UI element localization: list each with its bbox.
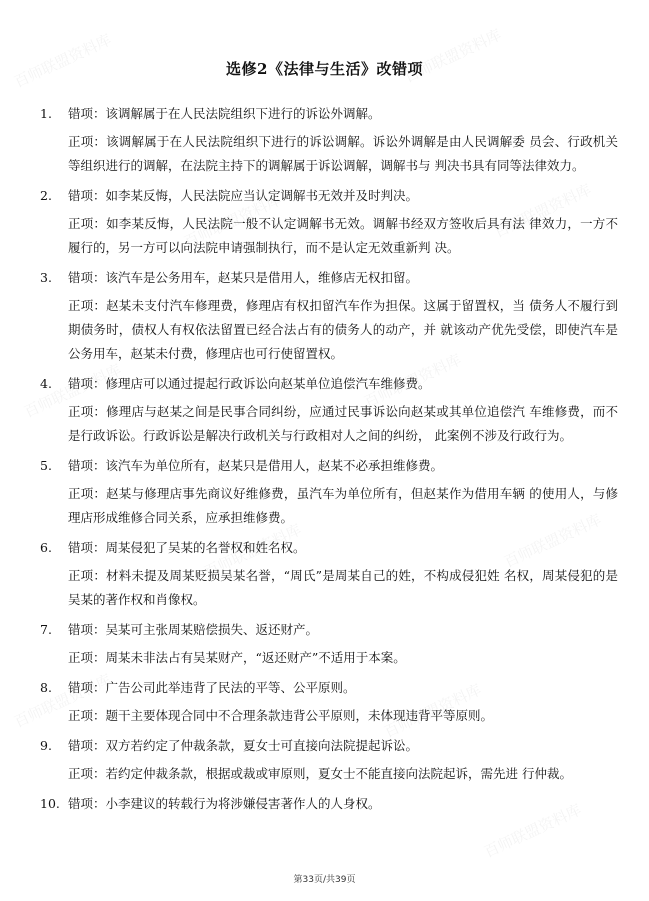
error-statement: 错项：小李建议的转载行为将涉嫌侵害著作人的人身权。 <box>68 796 381 811</box>
correction-statement: 正项：材料未提及周某贬损吴某名誉，“周氏”是周某自己的姓，不构成侵犯姓 名权，周某侵犯的是吴某的著作权和肖像权。 <box>68 568 618 607</box>
page-title: 选修2《法律与生活》改错项 <box>226 60 423 78</box>
item-number: 9. <box>40 738 52 753</box>
error-statement: 错项：双方若约定了仲裁条款，夏女士可直接向法院提起诉讼。 <box>68 738 419 753</box>
item-number: 5. <box>40 458 52 473</box>
correction-statement: 正项：如李某反悔，人民法院一般不认定调解书无效。调解书经双方签收后具有法 律效力，一方不履行的，另一方可以向法院申请强制执行，而不是认定无效重新判 决。 <box>68 216 618 255</box>
list-item <box>40 373 618 448</box>
error-statement: 错项：广告公司此举违背了民法的平等、公平原则。 <box>68 680 356 695</box>
correction-statement: 正项：该调解属于在人民法院组织下进行的诉讼调解。诉讼外调解是由人民调解委 员会、行政机关等组织进行的调解，在法院主持下的调解属于诉讼调解，调解书与 判决书具有同等法律效力。 <box>68 134 618 173</box>
list-item <box>40 455 618 530</box>
error-list <box>40 103 618 822</box>
list-item <box>40 537 618 612</box>
item-number: 10. <box>40 796 60 811</box>
list-item <box>40 267 618 366</box>
item-number: 3. <box>40 270 52 285</box>
list-item <box>40 619 618 670</box>
error-statement: 错项：该汽车为单位所有，赵某只是借用人，赵某不必承担维修费。 <box>68 458 444 473</box>
error-statement: 错项：修理店可以通过提起行政诉讼向赵某单位追偿汽车维修费。 <box>68 376 431 391</box>
item-number: 2. <box>40 188 52 203</box>
list-item <box>40 103 618 178</box>
error-statement: 错项：周某侵犯了吴某的名誉权和姓名权。 <box>68 540 306 555</box>
list-item <box>40 677 618 728</box>
error-statement: 错项：该汽车是公务用车，赵某只是借用人，维修店无权扣留。 <box>68 270 419 285</box>
correction-statement: 正项：题干主要体现合同中不合理条款违背公平原则，未体现违背平等原则。 <box>68 708 494 723</box>
item-number: 4. <box>40 376 52 391</box>
error-statement: 错项：如李某反悔，人民法院应当认定调解书无效并及时判决。 <box>68 188 419 203</box>
correction-statement: 正项：若约定仲裁条款，根据或裁或审原则，夏女士不能直接向法院起诉，需先进 行仲裁。 <box>68 766 572 781</box>
list-item <box>40 735 618 786</box>
item-number: 6. <box>40 540 52 555</box>
correction-statement: 正项：赵某与修理店事先商议好维修费，虽汽车为单位所有，但赵某作为借用车辆 的使用人，与修理店形成维修合同关系，应承担维修费。 <box>68 486 618 525</box>
list-item <box>40 793 618 815</box>
page-footer: 第33页/共39页 <box>293 875 356 885</box>
correction-statement: 正项：周某未非法占有吴某财产，“返还财产”不适用于本案。 <box>68 650 406 665</box>
error-statement: 错项：吴某可主张周某赔偿损失、返还财产。 <box>68 622 319 637</box>
error-statement: 错项：该调解属于在人民法院组织下进行的诉讼外调解。 <box>68 106 381 121</box>
correction-statement: 正项：修理店与赵某之间是民事合同纠纷，应通过民事诉讼向赵某或其单位追偿汽 车维修费，而不是行政诉讼。行政诉讼是解决行政机关与行政相对人之间的纠纷， 此案例不涉及行政行为。 <box>68 404 618 443</box>
item-number: 1. <box>40 106 52 121</box>
correction-statement: 正项：赵某未支付汽车修理费，修理店有权扣留汽车作为担保。这属于留置权，当 债务人不履行到期债务时，债权人有权依法留置已经合法占有的债务人的动产，并 就该动产优先受偿，即使汽车是公务用车，赵某未付费，修理店也可行使留置权。 <box>68 298 618 361</box>
item-number: 7. <box>40 622 52 637</box>
list-item <box>40 185 618 260</box>
item-number: 8. <box>40 680 52 695</box>
